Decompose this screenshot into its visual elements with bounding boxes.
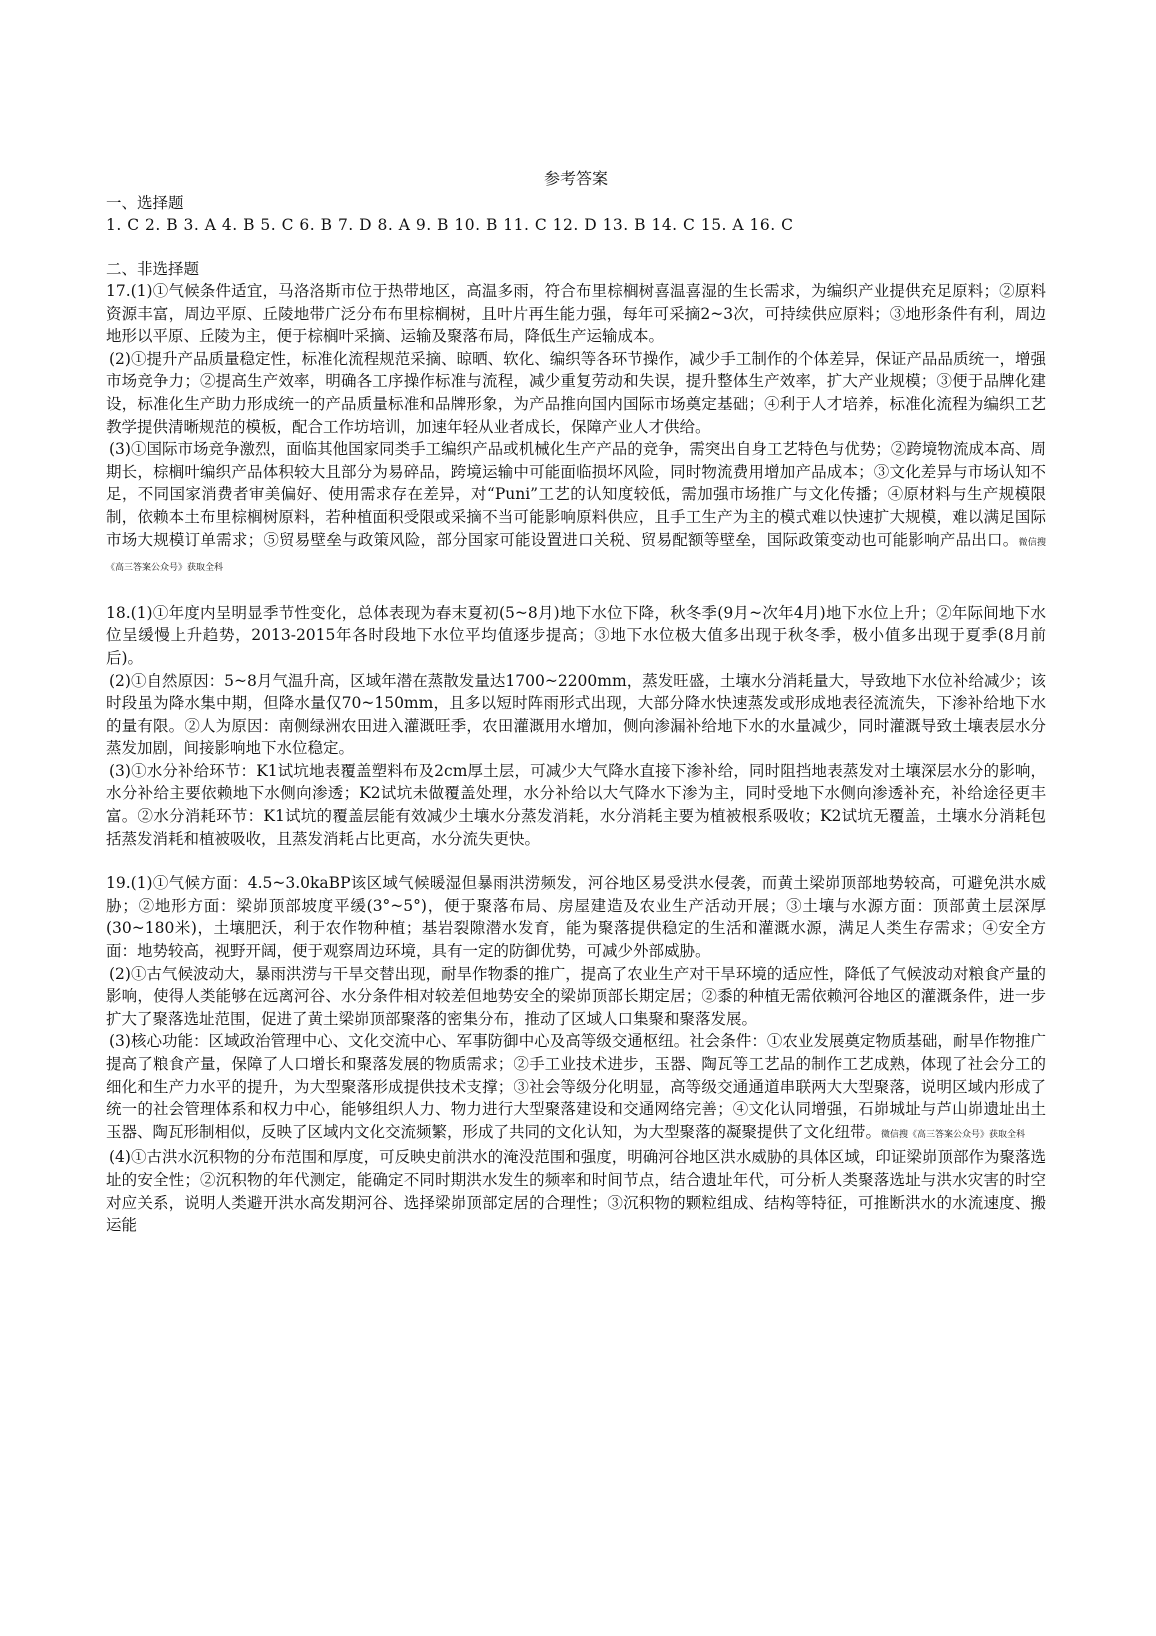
watermark-note: 微信搜《高三答案公众号》获取全科	[881, 1129, 1026, 1140]
q18-part3: (3)①水分补给环节：K1试坑地表覆盖塑料布及2cm厚土层，可减少大气降水直接下渗补给，同时阻挡地表蒸发对土壤深层水分的影响，水分补给主要依赖地下水侧向渗透；K2试坑未做覆盖处理，水分补给以大气降水下渗为主，同时受地下水侧向渗透补充，补给途径更丰富。②水分消耗环节：K1试坑的覆盖层能有效减少土壤水分蒸发消耗，水分消耗主要为植被根系吸收；K2试坑无覆盖，土壤水分消耗包括蒸发消耗和植被吸收，且蒸发消耗占比更高，水分流失更快。	[106, 761, 1046, 848]
q19-part2: (2)①古气候波动大，暴雨洪涝与干旱交替出现，耐旱作物黍的推广，提高了农业生产对干旱环境的适应性，降低了气候波动对粮食产量的影响，使得人类能够在远离河谷、水分条件相对较差但地势安全的梁峁顶部长期定居；②黍的种植无需依赖河谷地区的灌溉条件，进一步扩大了聚落选址范围，促进了黄土梁峁顶部聚落的密集分布，推动了区域人口集聚和聚落发展。	[106, 964, 1046, 1028]
q17-part3	[106, 438, 1046, 580]
section-1-heading: 一、选择题	[106, 194, 184, 212]
answer-page	[106, 168, 1046, 1237]
question-19	[106, 872, 1046, 1237]
spacer	[106, 850, 1046, 872]
q19-part3	[106, 1030, 1046, 1146]
question-17	[106, 280, 1046, 580]
choice-answers: 1. C 2. B 3. A 4. B 5. C 6. B 7. D 8. A 9. B 10. B 11. C 12. D 13. B 14. C 15. A 16. C	[106, 216, 794, 234]
q17-part1: 17.(1)①气候条件适宜，马洛洛斯市位于热带地区，高温多雨，符合布里棕榈树喜温喜湿的生长需求，为编织产业提供充足原料；②原料资源丰富，周边平原、丘陵地带广泛分布布里棕榈树，且叶片再生能力强，每年可采摘2~3次，可持续供应原料；③地形条件有利，周边地形以平原、丘陵为主，便于棕榈叶采摘、运输及聚落布局，降低生产运输成本。	[106, 282, 1046, 346]
page-title: 参考答案	[543, 169, 608, 188]
spacer	[106, 580, 1046, 602]
q18-part1: 18.(1)①年度内呈明显季节性变化，总体表现为春末夏初(5~8月)地下水位下降，秋冬季(9月~次年4月)地下水位上升；②年际间地下水位呈缓慢上升趋势，2013-2015年各时段地下水位平均值逐步提高；③地下水位极大值多出现于秋冬季，极小值多出现于夏季(8月前后)。	[106, 603, 1046, 667]
q19-part4: (4)①古洪水沉积物的分布范围和厚度，可反映史前洪水的淹没范围和强度，明确河谷地区洪水威胁的具体区域，印证梁峁顶部作为聚落选址的安全性；②沉积物的年代测定，能确定不同时期洪水发生的频率和时间节点，结合遗址年代，可分析人类聚落选址与洪水灾害的时空对应关系，说明人类避开洪水高发期河谷、选择梁峁顶部定居的合理性；③沉积物的颗粒组成、结构等特征，可推断洪水的水流速度、搬运能	[106, 1148, 1046, 1235]
question-18	[106, 602, 1046, 851]
q19-part3-text: (3)核心功能：区域政治管理中心、文化交流中心、军事防御中心及高等级交通枢纽。社会条件：①农业发展奠定物质基础，耐旱作物推广提高了粮食产量，保障了人口增长和聚落发展的物质需求；②手工业技术进步，玉器、陶瓦等工艺品的制作工艺成熟，体现了社会分工的细化和生产力水平的提升，为大型聚落形成提供技术支撑；③社会等级分化明显，高等级交通通道串联两大大型聚落，说明区域内形成了统一的社会管理体系和权力中心，能够组织人力、物力进行大型聚落建设和交通网络完善；④文化认同增强，石峁城址与芦山峁遗址出土玉器、陶瓦形制相似，反映了区域内文化交流频繁，形成了共同的文化认知，为大型聚落的凝聚提供了文化纽带。	[106, 1032, 1046, 1141]
q19-part1: 19.(1)①气候方面：4.5~3.0kaBP该区域气候暖湿但暴雨洪涝频发，河谷地区易受洪水侵袭，而黄土梁峁顶部地势较高，可避免洪水威胁；②地形方面：梁峁顶部坡度平缓(3°~5°)，便于聚落布局、房屋建造及农业生产活动开展；③土壤与水源方面：顶部黄土层深厚 (30~180米)，土壤肥沃，利于农作物种植；基岩裂隙潜水发育，能为聚落提供稳定的生活和灌溉水源，满足人类生存需求；④安全方面：地势较高，视野开阔，便于观察周边环境，具有一定的防御优势，可减少外部威胁。	[106, 874, 1046, 961]
watermark-note: 微信搜《高三答案公众号》获取全科	[106, 537, 1046, 574]
q18-part2: (2)①自然原因：5~8月气温升高，区域年潜在蒸散发量达1700~2200mm，蒸发旺盛，土壤水分消耗量大，导致地下水位补给减少；该时段虽为降水集中期，但降水量仅70~150mm，且多以短时阵雨形式出现，大部分降水快速蒸发或形成地表径流流失，下渗补给地下水的量有限。②人为原因：南侧绿洲农田进入灌溉旺季，农田灌溉用水增加，侧向渗漏补给地下水的水量减少，同时灌溉导致土壤表层水分蒸发加剧，间接影响地下水位稳定。	[106, 671, 1046, 758]
section-2-heading: 二、非选择题	[106, 260, 200, 278]
q17-part3-text: (3)①国际市场竞争激烈，面临其他国家同类手工编织产品或机械化生产产品的竞争，需突出自身工艺特色与优势；②跨境物流成本高、周期长，棕榈叶编织产品体积较大且部分为易碎品，跨境运输中可能面临损坏风险，同时物流费用增加产品成本；③文化差异与市场认知不足，不同国家消费者审美偏好、使用需求存在差异，对“Puni”工艺的认知度较低，需加强市场推广与文化传播；④原材料与生产规模限制，依赖本土布里棕榈树原料，若种植面积受限或采摘不当可能影响原料供应，且手工生产为主的模式难以快速扩大规模，难以满足国际市场大规模订单需求；⑤贸易壁垒与政策风险，部分国家可能设置进口关税、贸易配额等壁垒，国际政策变动也可能影响产品出口。	[106, 440, 1046, 549]
q17-part2: (2)①提升产品质量稳定性，标准化流程规范采摘、晾晒、软化、编织等各环节操作，减少手工制作的个体差异，保证产品品质统一，增强市场竞争力；②提高生产效率，明确各工序操作标准与流程，减少重复劳动和失误，提升整体生产效率，扩大产业规模；③便于品牌化建设，标准化生产助力形成统一的产品质量标准和品牌形象，为产品推向国内国际市场奠定基础；④利于人才培养，标准化流程为编织工艺教学提供清晰规范的模板，配合工作坊培训，加速年轻从业者成长，保障产业人才供给。	[106, 349, 1046, 436]
